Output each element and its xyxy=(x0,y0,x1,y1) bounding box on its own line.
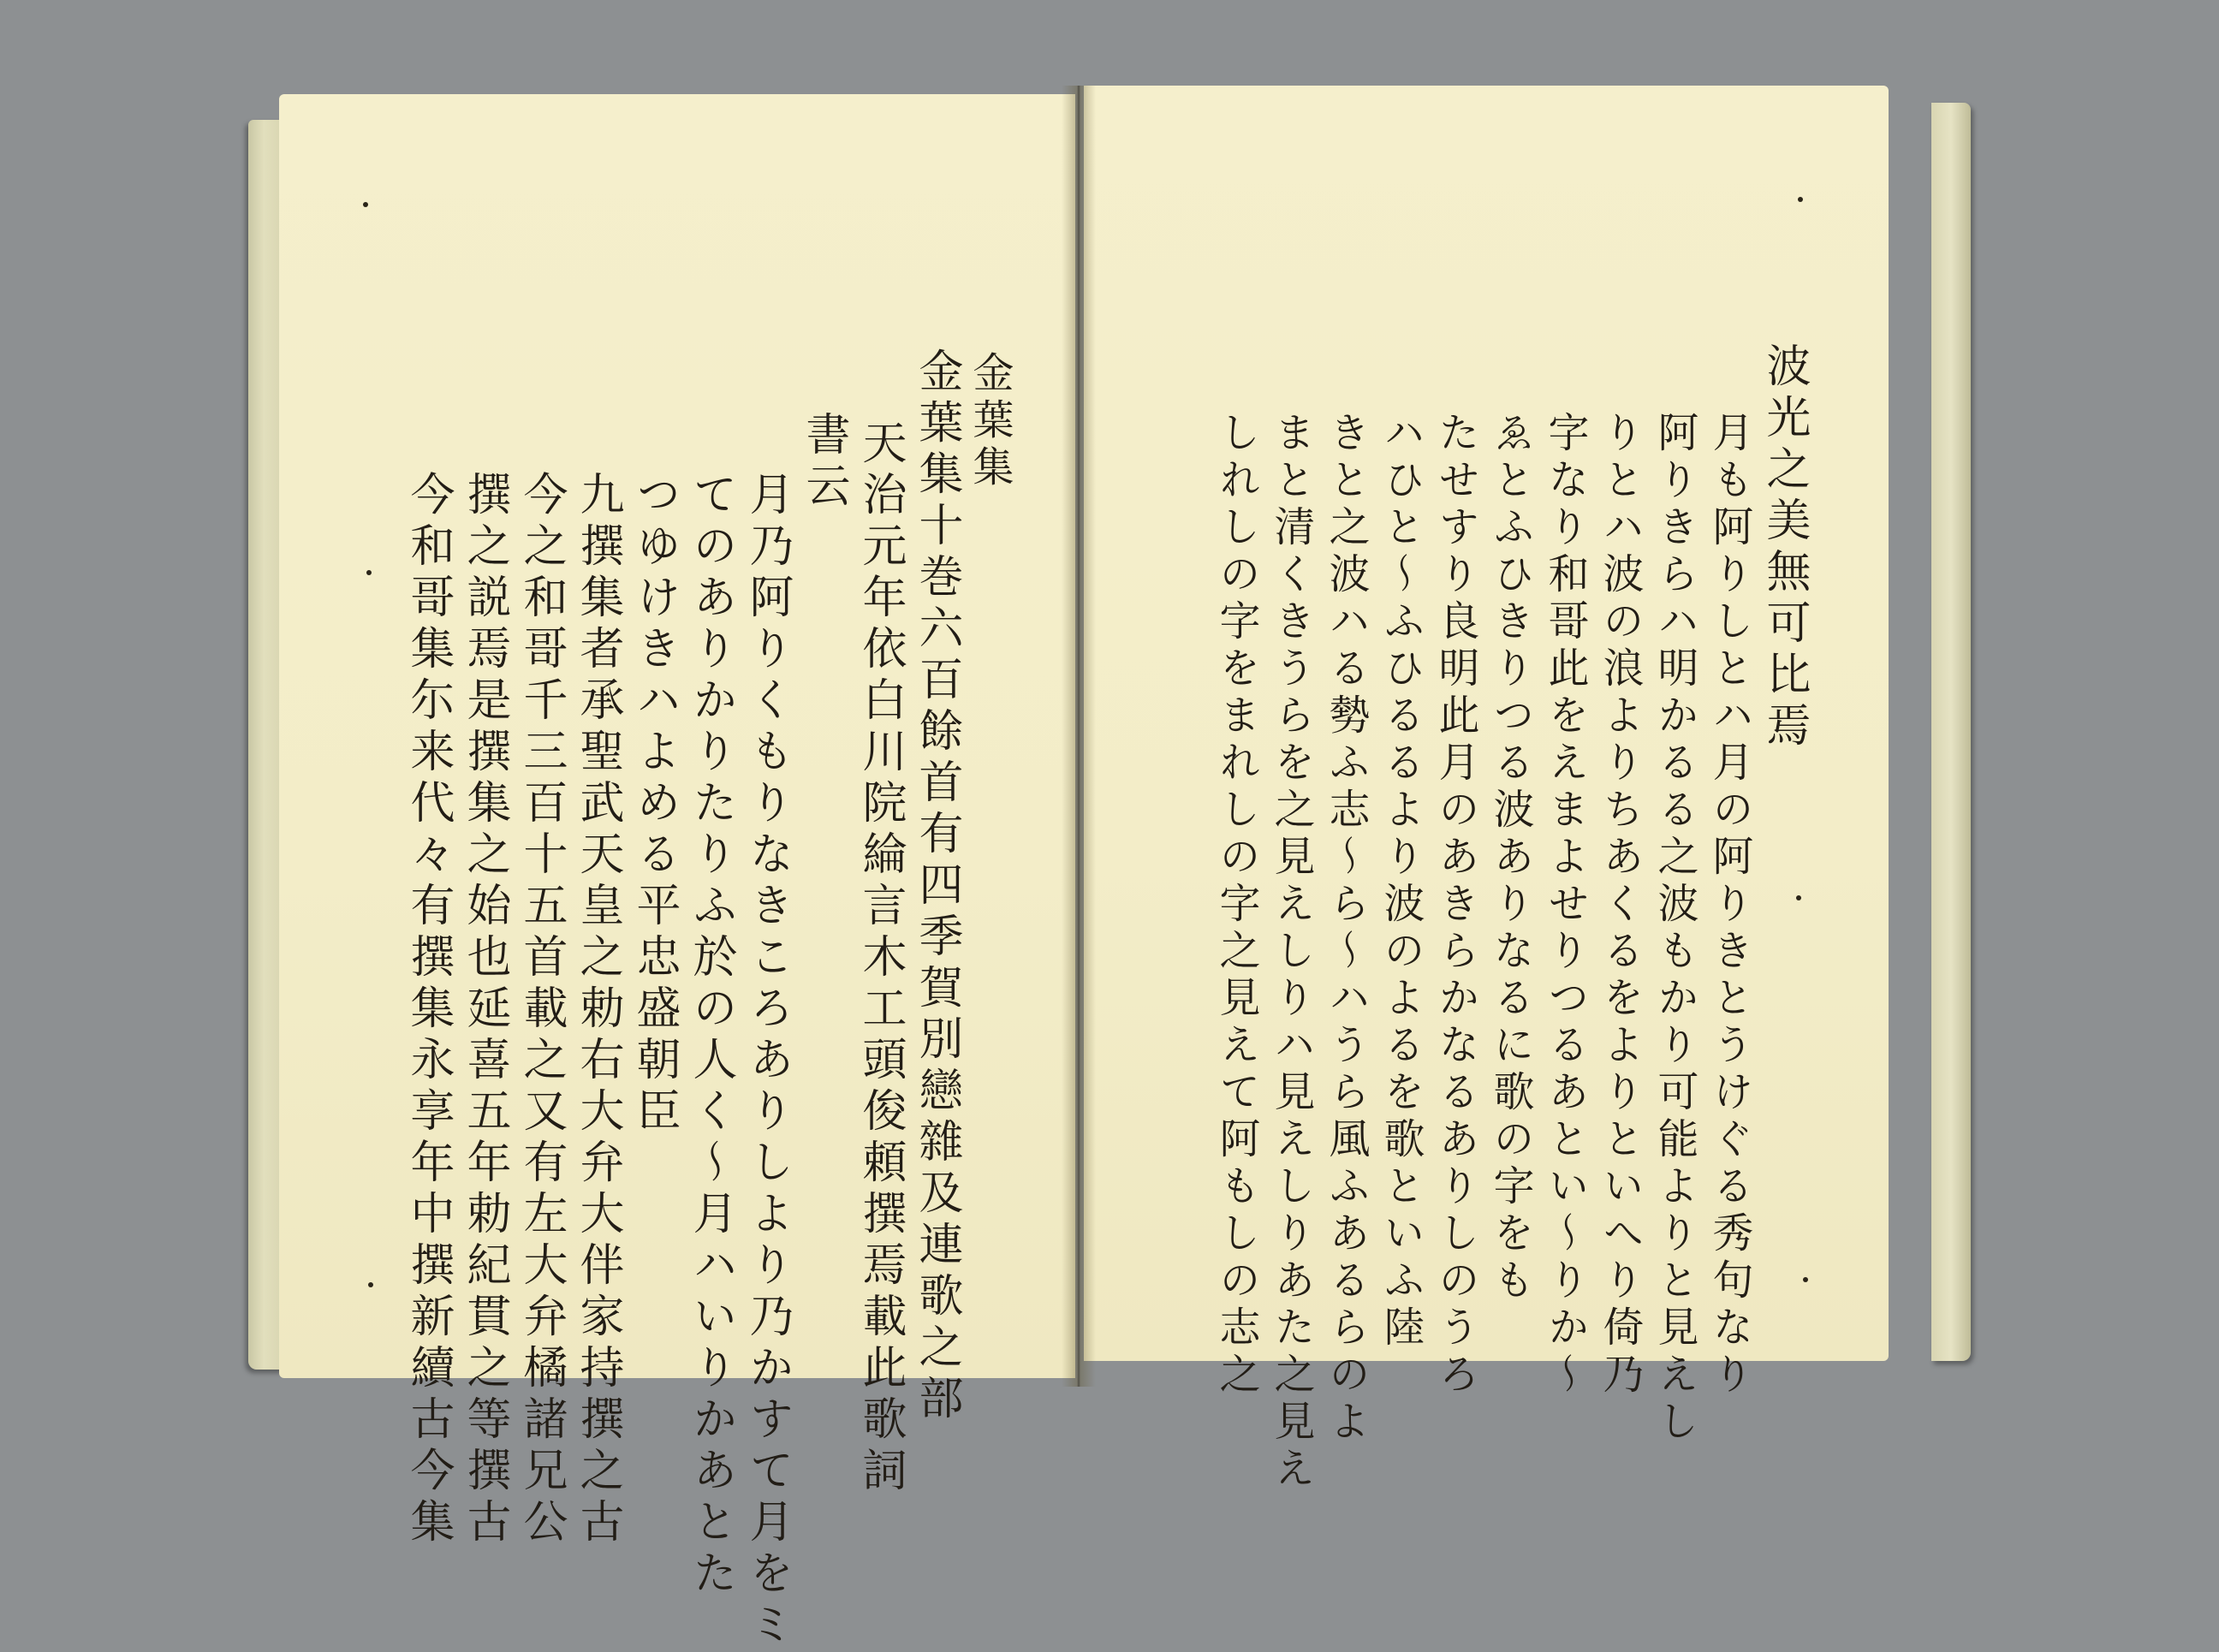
text-column: まと清くきうらを之見えしりハ見えしりあた之見え xyxy=(1267,411,1315,1494)
heading-kinyoshu: 金葉集 xyxy=(966,351,1014,492)
right-page xyxy=(1084,86,1889,1494)
text-column: たせすり良明此月のあきらかなるありしのうろ xyxy=(1431,411,1479,1399)
text-column: りとハ波の浪よりちあくるをよりといへり倚乃 xyxy=(1596,411,1644,1399)
text-column: 今之和哥千三百十五首載之又有左大弁橘諸兄公 xyxy=(515,471,567,1549)
text-column: 金葉集十巻六百餘首有四季賀別戀雜及連歌之部 xyxy=(911,348,962,1426)
text-column: 阿りきらハ明かるる之波もかり可能よりと見えし xyxy=(1651,411,1698,1447)
text-column: 今和哥集尓来代々有撰集永享年中撰新續古今集 xyxy=(402,471,454,1549)
text-column: しれしの字をまれしの字之見えて阿もしの志之 xyxy=(1212,411,1260,1399)
text-column: 撰之説焉是撰集之始也延喜五年勅紀貫之等撰古 xyxy=(459,471,510,1549)
text-column: てのありかりたりふ於の人く〜月ハいりかあとた xyxy=(685,471,736,1601)
left-page xyxy=(279,94,1075,1652)
book-gutter xyxy=(1062,86,1096,1387)
open-book xyxy=(248,86,1971,1652)
text-column: 天治元年依白川院綸言木工頭俊頼撰焉載此歌詞 xyxy=(854,419,906,1498)
binding-mark xyxy=(366,570,372,575)
binding-mark xyxy=(1798,197,1803,202)
text-column: つゆけきハよめる平忠盛朝臣 xyxy=(628,471,680,1138)
text-column: 字なり和哥此をえまよせりつるあとい〜りか〜 xyxy=(1541,411,1589,1399)
text-column: 九撰集者承聖武天皇之勅右大弁大伴家持撰之古 xyxy=(572,471,623,1549)
binding-mark xyxy=(363,202,368,207)
text-column: ハひと〜ふひるるより波のよるを歌といふ陸 xyxy=(1377,411,1425,1352)
binding-mark xyxy=(1803,1277,1808,1282)
text-column: ゑとふひきりつる波ありなるに歌の字をも xyxy=(1486,411,1534,1305)
heading-hakou: 波光之美無可比焉 xyxy=(1758,342,1810,753)
text-column: 月乃阿りくもりなきころありしより乃かすて月をミ xyxy=(741,471,793,1652)
text-column: きと之波ハる勢ふ志〜ら〜ハうら風ふあるらのよ xyxy=(1322,411,1370,1447)
binding-mark xyxy=(368,1282,373,1287)
text-column: 書云 xyxy=(798,411,849,514)
book-edge-right xyxy=(1931,103,1971,1361)
text-column: 月も阿りしとハ月の阿りきとうけぐる秀句なり xyxy=(1705,411,1753,1399)
binding-mark xyxy=(1796,895,1801,900)
